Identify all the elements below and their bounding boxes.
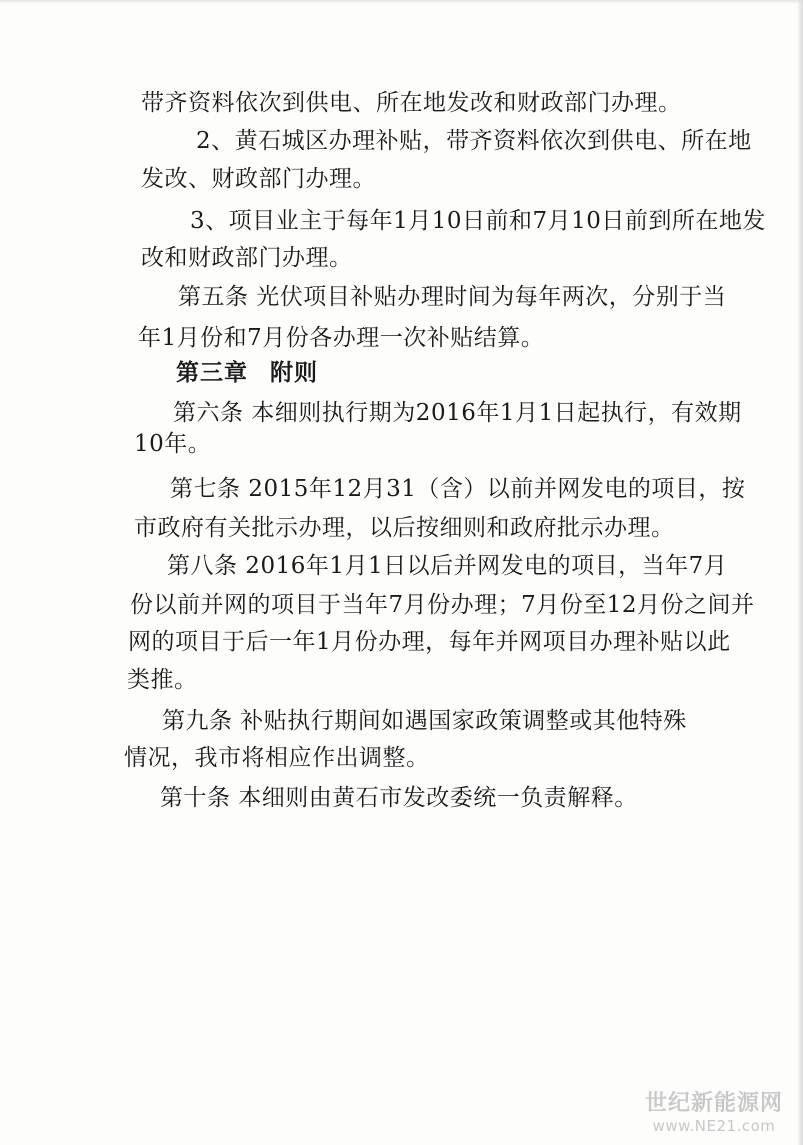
site-watermark <box>639 1091 789 1135</box>
text-line: 份以前并网的项目于当年7月份办理；7月份至12月份之间并 <box>130 592 755 618</box>
article-5: 第五条 光伏项目补贴办理时间为每年两次，分别于当 <box>178 284 727 310</box>
text-line: 情况，我市将相应作出调整。 <box>124 745 430 771</box>
chapter-title: 附则 <box>270 359 318 386</box>
scan-edge-right <box>797 0 803 1145</box>
text-line: 类推。 <box>127 667 198 693</box>
watermark-name: 世纪新能源网 <box>644 1091 783 1116</box>
chapter-number: 第三章 <box>176 359 248 386</box>
article-6: 第六条 本细则执行期为2016年1月1日起执行，有效期 <box>173 400 742 426</box>
article-7: 第七条 2015年12月31（含）以前并网发电的项目，按 <box>170 476 746 502</box>
text-line: 年1月份和7月份各办理一次补贴结算。 <box>138 325 545 351</box>
text-line: 3、项目业主于每年1月10日前和7月10日前到所在地发 <box>190 208 766 234</box>
text-line: 网的项目于后一年1月份办理，每年并网项目办理补贴以此 <box>128 629 731 655</box>
article-8: 第八条 2016年1月1日以后并网发电的项目，当年7月 <box>167 553 728 579</box>
scan-edge-top <box>0 0 803 4</box>
watermark-url: www.NE21.com <box>652 1117 776 1135</box>
text-line: 2、黄石城区办理补贴，带齐资料依次到供电、所在地 <box>196 128 752 154</box>
text-line: 10年。 <box>134 431 212 457</box>
text-line: 带齐资料依次到供电、所在地发改和财政部门办理。 <box>141 90 682 116</box>
article-10: 第十条 本细则由黄石市发改委统一负责解释。 <box>160 785 638 811</box>
chapter-heading <box>176 358 318 388</box>
text-line: 改和财政部门办理。 <box>141 245 353 271</box>
article-9: 第九条 补贴执行期间如遇国家政策调整或其他特殊 <box>162 708 687 734</box>
text-line: 市政府有关批示办理，以后按细则和政府批示办理。 <box>134 515 675 541</box>
text-line: 发改、财政部门办理。 <box>141 166 376 192</box>
